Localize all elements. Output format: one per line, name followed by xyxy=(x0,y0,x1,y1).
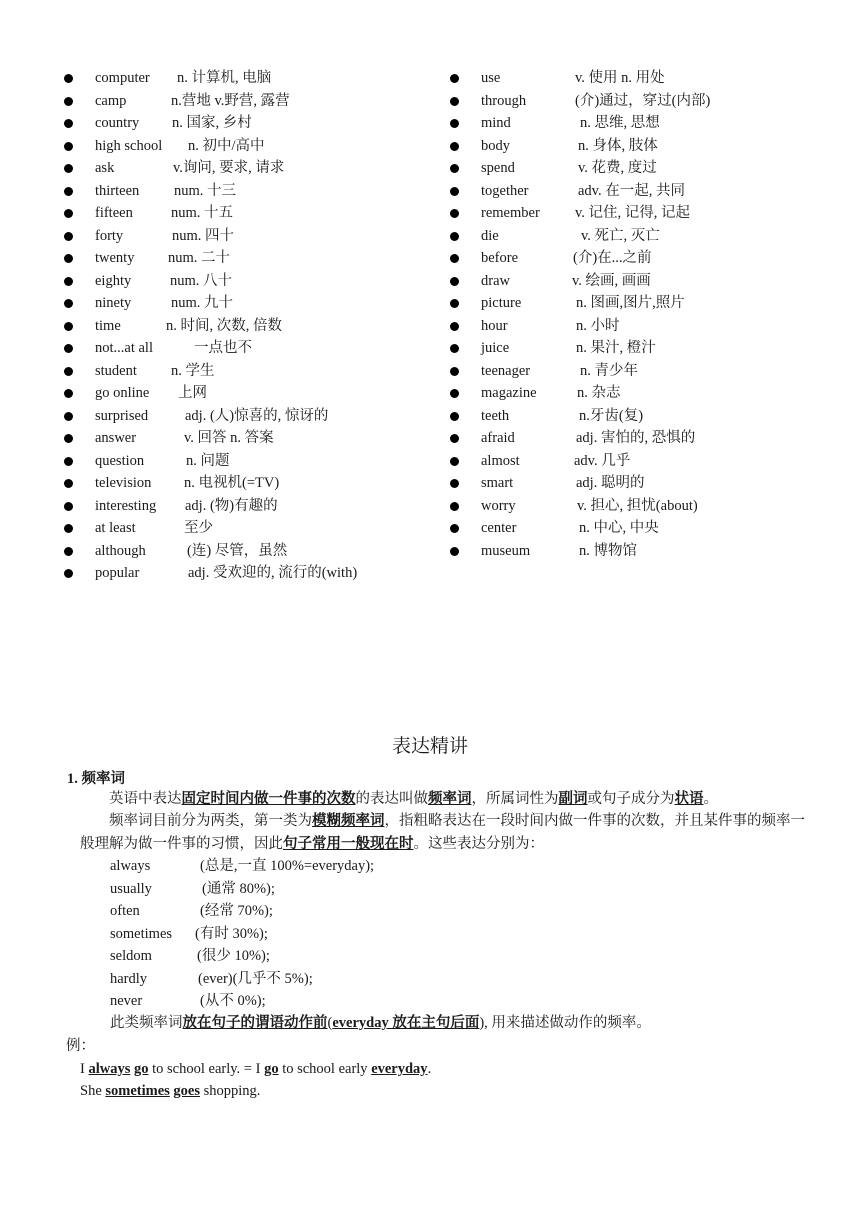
vocab-item xyxy=(450,90,840,113)
vocab-definition: v.询问, 要求, 请求 xyxy=(173,160,285,176)
vocab-item xyxy=(450,292,840,315)
bullet-icon xyxy=(64,389,73,398)
bullet-icon xyxy=(450,434,459,443)
bullet-icon xyxy=(450,74,459,83)
bullet-icon xyxy=(64,142,73,151)
vocab-definition: (介)在...之前 xyxy=(573,250,652,266)
vocab-definition: 上网 xyxy=(178,385,207,401)
vocab-word: draw xyxy=(481,272,510,289)
vocab-word: before xyxy=(481,250,519,266)
vocab-definition: n. 问题 xyxy=(186,452,230,469)
vocab-word: not...at all xyxy=(95,340,153,356)
bullet-icon xyxy=(64,344,73,353)
vocab-definition: adj. 聪明的 xyxy=(576,475,645,491)
example-sentence-1: I always go to school early. = I go to school early everyday. xyxy=(80,1061,432,1077)
bullet-icon xyxy=(450,299,459,308)
example-sentence-2: She sometimes goes shopping. xyxy=(80,1083,261,1099)
vocab-item xyxy=(450,202,840,225)
vocab-definition: n. 时间, 次数, 倍数 xyxy=(166,317,282,334)
frequency-description: (很少 10%); xyxy=(197,948,270,964)
vocab-definition: n. 青少年 xyxy=(580,362,638,379)
bullet-icon xyxy=(64,547,73,556)
vocab-item xyxy=(64,247,444,270)
vocab-definition: n. 图画,图片,照片 xyxy=(576,295,685,311)
frequency-word: hardly xyxy=(110,970,148,987)
vocab-definition: v. 花费, 度过 xyxy=(578,160,657,176)
bullet-icon xyxy=(64,187,73,196)
vocab-word: spend xyxy=(481,160,515,176)
vocab-definition: num. 十三 xyxy=(174,182,237,199)
vocab-definition: n.营地 v.野营, 露营 xyxy=(171,92,290,109)
bullet-icon xyxy=(450,97,459,106)
bullet-icon xyxy=(450,322,459,331)
vocab-definition: v. 绘画, 画画 xyxy=(572,272,651,289)
bullet-icon xyxy=(450,524,459,533)
bullet-icon xyxy=(64,569,73,578)
bullet-icon xyxy=(64,457,73,466)
bullet-icon xyxy=(64,277,73,286)
vocab-item xyxy=(450,360,840,383)
vocab-word: mind xyxy=(481,115,511,131)
vocab-definition: num. 四十 xyxy=(172,227,235,244)
vocab-definition: n. 国家, 乡村 xyxy=(172,115,252,131)
vocab-item xyxy=(64,90,444,113)
bullet-icon xyxy=(450,502,459,511)
vocab-word: almost xyxy=(481,452,520,469)
vocab-definition: num. 九十 xyxy=(171,295,234,311)
bullet-icon xyxy=(64,164,73,173)
vocab-item xyxy=(64,157,444,180)
vocab-word: smart xyxy=(481,475,514,491)
vocab-item xyxy=(64,225,444,248)
vocab-item xyxy=(450,450,840,473)
vocab-definition: v. 记住, 记得, 记起 xyxy=(575,205,691,221)
vocab-word: body xyxy=(481,137,510,154)
bullet-icon xyxy=(450,479,459,488)
vocab-word: ask xyxy=(95,160,115,176)
vocab-word: student xyxy=(95,362,137,379)
vocab-word: magazine xyxy=(481,385,537,401)
vocab-word: teenager xyxy=(481,362,531,379)
vocab-definition: n.牙齿(复) xyxy=(579,407,644,424)
frequency-word: seldom xyxy=(110,948,152,964)
bullet-icon xyxy=(64,502,73,511)
frequency-word: sometimes xyxy=(110,925,173,942)
vocab-item xyxy=(450,427,840,450)
vocab-word: use xyxy=(481,70,501,86)
bullet-icon xyxy=(450,277,459,286)
vocab-item xyxy=(64,517,444,540)
paragraph-position: 此类频率词放在句子的谓语动作前(everyday 放在主句后面), 用来描述做动作的频率。 xyxy=(110,1015,651,1031)
vocab-definition: num. 八十 xyxy=(170,272,233,289)
vocab-list-left xyxy=(64,67,444,585)
vocab-item xyxy=(64,315,444,338)
vocab-definition: n. 中心, 中央 xyxy=(579,520,659,536)
vocab-item xyxy=(64,540,444,563)
vocab-item xyxy=(450,315,840,338)
vocab-definition: v. 担心, 担忧(about) xyxy=(577,497,698,514)
vocab-item xyxy=(450,112,840,135)
section-title: 表达精讲 xyxy=(391,735,468,757)
frequency-word: never xyxy=(110,993,143,1009)
vocab-item xyxy=(450,67,840,90)
vocab-item xyxy=(64,360,444,383)
vocab-definition: num. 十五 xyxy=(171,205,234,221)
vocab-word: high school xyxy=(95,137,163,154)
vocab-item xyxy=(64,495,444,518)
vocab-item xyxy=(450,337,840,360)
vocab-definition: n. 博物馆 xyxy=(579,542,637,559)
bullet-icon xyxy=(450,457,459,466)
frequency-description: (通常 80%); xyxy=(202,880,275,897)
bullet-icon xyxy=(450,547,459,556)
vocab-definition: n. 思维, 思想 xyxy=(580,115,660,131)
vocab-item xyxy=(64,112,444,135)
bullet-icon xyxy=(450,367,459,376)
vocab-item xyxy=(64,67,444,90)
vocab-item xyxy=(64,270,444,293)
vocab-item xyxy=(450,540,840,563)
vocab-item xyxy=(450,225,840,248)
bullet-icon xyxy=(64,299,73,308)
vocab-item xyxy=(450,517,840,540)
vocab-word: television xyxy=(95,475,152,491)
frequency-description: (总是,一直 100%=everyday); xyxy=(200,858,375,874)
vocab-word: thirteen xyxy=(95,182,140,199)
vocab-word: center xyxy=(481,520,517,536)
frequency-description: (从不 0%); xyxy=(200,993,266,1009)
vocab-item xyxy=(450,472,840,495)
frequency-description: (ever)(几乎不 5%); xyxy=(198,970,313,987)
vocab-word: teeth xyxy=(481,407,510,424)
vocab-definition: n. 果汁, 橙汁 xyxy=(576,340,656,356)
vocab-word: juice xyxy=(481,340,510,356)
vocab-item xyxy=(64,382,444,405)
vocab-definition: n. 计算机, 电脑 xyxy=(177,70,272,86)
vocab-definition: adj. 害怕的, 恐惧的 xyxy=(576,430,696,446)
vocab-item xyxy=(64,472,444,495)
vocab-word: interesting xyxy=(95,497,157,514)
vocab-word: computer xyxy=(95,70,150,86)
vocab-item xyxy=(450,382,840,405)
vocab-item xyxy=(450,405,840,428)
frequency-word: often xyxy=(110,903,140,919)
frequency-word: always xyxy=(110,858,151,874)
vocab-word: country xyxy=(95,115,140,131)
vocab-definition: adv. 在一起, 共同 xyxy=(578,182,685,199)
vocab-item xyxy=(450,180,840,203)
vocab-definition: v. 回答 n. 答案 xyxy=(184,430,274,446)
vocab-word: camp xyxy=(95,92,127,109)
vocab-word: hour xyxy=(481,317,508,334)
vocab-item xyxy=(64,427,444,450)
vocab-item xyxy=(64,180,444,203)
vocab-definition: num. 二十 xyxy=(168,250,231,266)
vocab-definition: adj. (人)惊喜的, 惊讶的 xyxy=(185,407,329,424)
frequency-description: (经常 70%); xyxy=(200,903,273,919)
vocab-word: fifteen xyxy=(95,205,133,221)
vocab-word: at least xyxy=(95,520,136,536)
bullet-icon xyxy=(450,412,459,421)
bullet-icon xyxy=(450,254,459,263)
bullet-icon xyxy=(450,164,459,173)
bullet-icon xyxy=(64,254,73,263)
vocab-definition: (连) 尽管，虽然 xyxy=(187,542,288,559)
bullet-icon xyxy=(64,434,73,443)
bullet-icon xyxy=(450,142,459,151)
vocab-definition: v. 死亡, 灭亡 xyxy=(581,227,660,244)
vocab-word: worry xyxy=(481,497,516,514)
bullet-icon xyxy=(64,209,73,218)
bullet-icon xyxy=(64,479,73,488)
vocab-definition: (介)通过，穿过(内部) xyxy=(575,92,711,109)
vocab-item xyxy=(64,292,444,315)
bullet-icon xyxy=(450,344,459,353)
frequency-description: (有时 30%); xyxy=(195,925,268,942)
vocab-word: surprised xyxy=(95,407,149,424)
vocab-item xyxy=(64,562,444,585)
vocab-word: museum xyxy=(481,542,531,559)
bullet-icon xyxy=(450,187,459,196)
vocab-word: eighty xyxy=(95,272,132,289)
vocab-item xyxy=(64,405,444,428)
bullet-icon xyxy=(64,524,73,533)
vocab-definition: n. 学生 xyxy=(171,362,215,379)
vocab-item xyxy=(64,202,444,225)
vocab-word: forty xyxy=(95,227,124,244)
vocab-definition: n. 初中/高中 xyxy=(188,137,265,154)
vocab-word: go online xyxy=(95,385,150,401)
vocab-word: picture xyxy=(481,295,522,311)
bullet-icon xyxy=(64,367,73,376)
vocab-word: question xyxy=(95,452,145,469)
vocab-item xyxy=(450,157,840,180)
vocab-item xyxy=(64,450,444,473)
vocab-item xyxy=(450,247,840,270)
vocab-definition: v. 使用 n. 用处 xyxy=(575,70,665,86)
vocab-definition: adv. 几乎 xyxy=(574,452,631,469)
bullet-icon xyxy=(64,322,73,331)
vocab-definition: 至少 xyxy=(184,520,213,536)
vocab-word: remember xyxy=(481,205,540,221)
vocab-word: together xyxy=(481,182,529,199)
bullet-icon xyxy=(450,389,459,398)
vocab-definition: n. 小时 xyxy=(576,317,620,334)
bullet-icon xyxy=(64,74,73,83)
vocab-word: popular xyxy=(95,565,140,581)
vocab-item xyxy=(450,495,840,518)
vocab-word: answer xyxy=(95,430,137,446)
vocab-item xyxy=(450,135,840,158)
bullet-icon xyxy=(450,209,459,218)
vocab-definition: n. 电视机(=TV) xyxy=(184,475,280,491)
vocab-list-right xyxy=(450,67,840,562)
paragraph-categories: 频率词目前分为两类，第一类为模糊频率词，指粗略表达在一段时间内做一件事的次数，并且某件事的频率一般理解为做一件事的习惯，因此句子常用一般现在时。这些表达分别为： xyxy=(80,813,805,852)
example-label: 例： xyxy=(66,1038,95,1054)
bullet-icon xyxy=(450,232,459,241)
vocab-definition: 一点也不 xyxy=(194,340,252,356)
vocab-item xyxy=(64,337,444,360)
vocab-word: although xyxy=(95,542,146,559)
vocab-word: through xyxy=(481,92,527,109)
vocab-definition: n. 杂志 xyxy=(577,385,621,401)
heading-frequency-words: 1. 频率词 xyxy=(67,771,125,787)
vocab-item xyxy=(450,270,840,293)
vocab-word: ninety xyxy=(95,295,132,311)
vocab-definition: adj. (物)有趣的 xyxy=(185,497,278,514)
bullet-icon xyxy=(64,412,73,421)
vocab-word: twenty xyxy=(95,250,135,266)
vocab-word: time xyxy=(95,317,121,334)
vocab-word: die xyxy=(481,227,499,244)
bullet-icon xyxy=(450,119,459,128)
frequency-word: usually xyxy=(110,880,152,897)
vocab-definition: n. 身体, 肢体 xyxy=(578,137,658,154)
vocab-item xyxy=(64,135,444,158)
bullet-icon xyxy=(64,97,73,106)
paragraph-definition: 英语中表达固定时间内做一件事的次数的表达叫做频率词，所属词性为副词或句子成分为状语。 xyxy=(109,791,718,807)
vocab-definition: adj. 受欢迎的, 流行的(with) xyxy=(188,565,358,581)
bullet-icon xyxy=(64,232,73,241)
vocab-word: afraid xyxy=(481,430,515,446)
bullet-icon xyxy=(64,119,73,128)
